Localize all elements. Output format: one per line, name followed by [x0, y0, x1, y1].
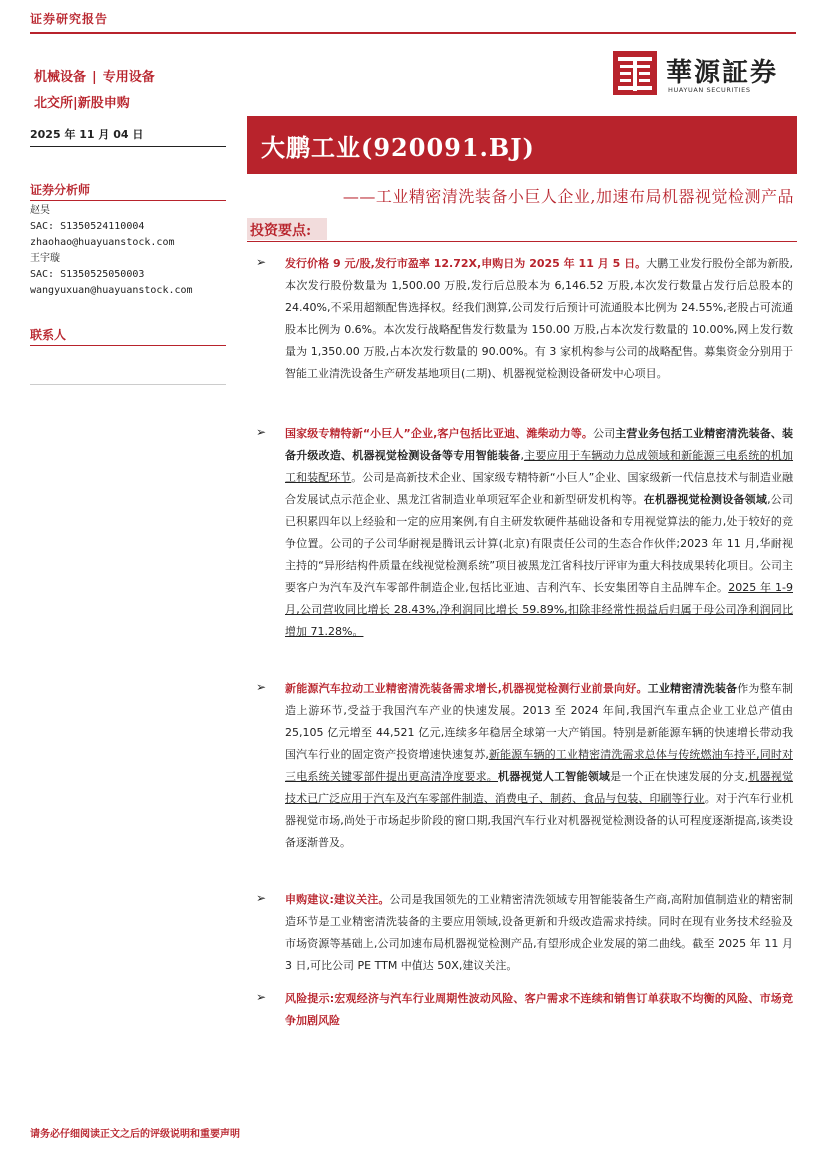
point-underline: 主要应用于车辆动力总成领域和新能源三电系统的机加工和装配环节	[285, 449, 794, 484]
point-body: 大鹏工业发行股份全部为新股,本次发行股份数量为 1,500.00 万股,发行后总股本为 6,146.52 万股,本次发行数量占发行后总股本的 24.40%,不采用超额配售选择权。经我们测算,公司发行后预计可流通股本比例为 24.55%,老股占可流通股本比例为 0.6%。本次发行战略配售发行数量为 150.00 万股,占本次发行数量的 10.00%,网上发行数量为 1,350.00 万股,占本次发行数量的 90.00%。有 3 家机构参与公司的战略配售。募集资金分别用于智能工业清洗设备生产研发基地项目(二期)、机器视觉检测设备研发中心项目。	[285, 257, 793, 380]
point-emphasis: 工业精密清洗装备	[647, 682, 738, 695]
point-text: ,公司已积累四年以上经验和一定的应用案例,有自主研发软硬件基础设备和专用视觉算法的能力,处于较好的竞争位置。公司的子公司华耐视是腾讯云计算(北京)有限责任公司的生态合作伙伴;2023 年 11 月,华耐视主持的“异形结构件质量在线视觉检测系统”项目被黑龙江省科技厅评审为重大科技成果转化项目。公司主要客户为汽车及汽车零部件制造企业,包括比亚迪、吉利汽车、长安集团等自主品牌车企。	[285, 493, 794, 594]
investment-point-offering	[285, 253, 793, 385]
point-underline: 2025 年 1-9 月,公司营收同比增长 28.43%,净利润同比增长 59.89%,扣除非经常性损益后归属于母公司净利润同比增加 71.28%。	[285, 581, 793, 638]
industry-separator: |	[92, 70, 97, 85]
page-title: 大鹏工业(920091.BJ)	[261, 133, 535, 162]
bullet-icon: ➢	[256, 680, 267, 694]
logo-chinese-name: 華源証券	[666, 58, 779, 88]
industry-secondary: 专用设备	[102, 70, 155, 85]
point-text: ,	[520, 449, 524, 462]
contact-bottom-divider	[30, 384, 226, 385]
point-emphasis: 主营业务包括工业精密清洗装备、装备升级改造、机器视觉检测设备等专用智能装备	[285, 427, 793, 462]
point-lead: 国家级专精特新“小巨人”企业,客户包括比亚迪、潍柴动力等。	[285, 427, 594, 440]
bullet-icon: ➢	[256, 425, 267, 439]
footer-disclaimer: 请务必仔细阅读正文之后的评级说明和重要声明	[30, 1129, 240, 1140]
point-underline: 新能源车辆的工业精密清洗需求总体与传统燃油车持平,同时对三电系统关键零部件提出更高清净度要求。	[285, 748, 793, 783]
point-text: 公司	[593, 427, 616, 440]
point-text: 。对于汽车行业机器视觉市场,尚处于市场起步阶段的窗口期,我国汽车行业对机器视觉检测设备的认可程度逐渐提高,该类设备逐渐普及。	[285, 792, 793, 849]
analyst-email[interactable]: wangyuxuan@huayuanstock.com	[30, 285, 193, 296]
bullet-icon: ➢	[256, 255, 267, 269]
contact-heading: 联系人	[30, 328, 67, 342]
point-underline: 机器视觉技术已广泛应用于汽车及汽车零部件制造、消费电子、制药、食品与包装、印刷等行业	[285, 770, 794, 805]
report-date: 2025 年 11 月 04 日	[30, 128, 144, 141]
point-text: 。公司是高新技术企业、国家级专精特新“小巨人”企业、国家级新一代信息技术与制造业融合发展试点示范企业、黑龙江省制造业单项冠军企业和新型研发机构等。	[285, 471, 793, 506]
investment-point-recommendation	[285, 889, 793, 977]
analyst-sac: SAC: S1350525050003	[30, 269, 145, 280]
analyst-list	[30, 203, 193, 299]
point-text: 作为整车制造上游环节,受益于我国汽车产业的快速发展。2013 至 2024 年间,我国汽车重点企业工业总产值由 25,105 亿元增至 44,521 亿元,连续多年稳居全球第一大产销国。特别是新能源车辆的快速增长带动我国汽车行业的固定资产投资增速快速复苏,	[285, 682, 794, 761]
point-emphasis: 在机器视觉检测设备领域	[643, 493, 768, 506]
top-divider	[30, 32, 796, 34]
report-type-label: 证券研究报告	[30, 12, 109, 26]
investment-point-risk	[285, 988, 793, 1032]
bullet-icon: ➢	[256, 990, 267, 1004]
point-lead: 新能源汽车拉动工业精密清洗装备需求增长,机器视觉检测行业前景向好。	[285, 682, 648, 695]
point-text: 是一个正在快速发展的分支,	[610, 770, 749, 783]
analyst-sac: SAC: S1350524110004	[30, 221, 145, 232]
company-logo	[612, 50, 792, 98]
contact-divider	[30, 345, 226, 346]
huayuan-logo-icon	[612, 50, 658, 96]
investment-heading: 投资要点:	[250, 223, 312, 239]
analyst-name: 赵昊	[30, 205, 50, 216]
date-divider	[30, 146, 226, 147]
analyst-heading: 证券分析师	[30, 183, 91, 197]
investment-point-industry	[285, 678, 793, 854]
logo-english-name: HUAYUAN SECURITIES	[668, 86, 751, 94]
analyst-name: 王宇璇	[30, 253, 60, 264]
point-emphasis: 机器视觉人工智能领域	[498, 770, 611, 783]
analyst-email[interactable]: zhaohao@huayuanstock.com	[30, 237, 175, 248]
point-lead: 发行价格 9 元/股,发行市盈率 12.72X,申购日为 2025 年 11 月 5 日。	[285, 257, 647, 270]
investment-point-company	[285, 423, 793, 643]
title-banner	[247, 116, 797, 174]
investment-divider	[247, 241, 797, 242]
market-line: 北交所|新股申购	[34, 96, 130, 111]
industry-primary: 机械设备	[34, 70, 87, 85]
analyst-divider	[30, 200, 226, 201]
page-subtitle: ——工业精密清洗装备小巨人企业,加速布局机器视觉检测产品	[342, 187, 794, 206]
point-lead: 申购建议:建议关注。	[285, 893, 390, 906]
point-lead: 风险提示:宏观经济与汽车行业周期性波动风险、客户需求不连续和销售订单获取不均衡的风险、市场竞争加剧风险	[285, 992, 793, 1027]
industry-line	[34, 65, 155, 91]
bullet-icon: ➢	[256, 891, 267, 905]
industry-block	[34, 65, 155, 117]
point-body: 公司是我国领先的工业精密清洗领域专用智能装备生产商,高附加值制造业的精密制造环节是工业精密清洗装备的主要应用领域,设备更新和升级改造需求持续。同时在现有业务技术经验及市场资源等基础上,公司加速布局机器视觉检测产品,有望形成企业发展的第二曲线。截至 2025 年 11 月 3 日,可比公司 PE TTM 中值达 50X,建议关注。	[285, 893, 793, 972]
